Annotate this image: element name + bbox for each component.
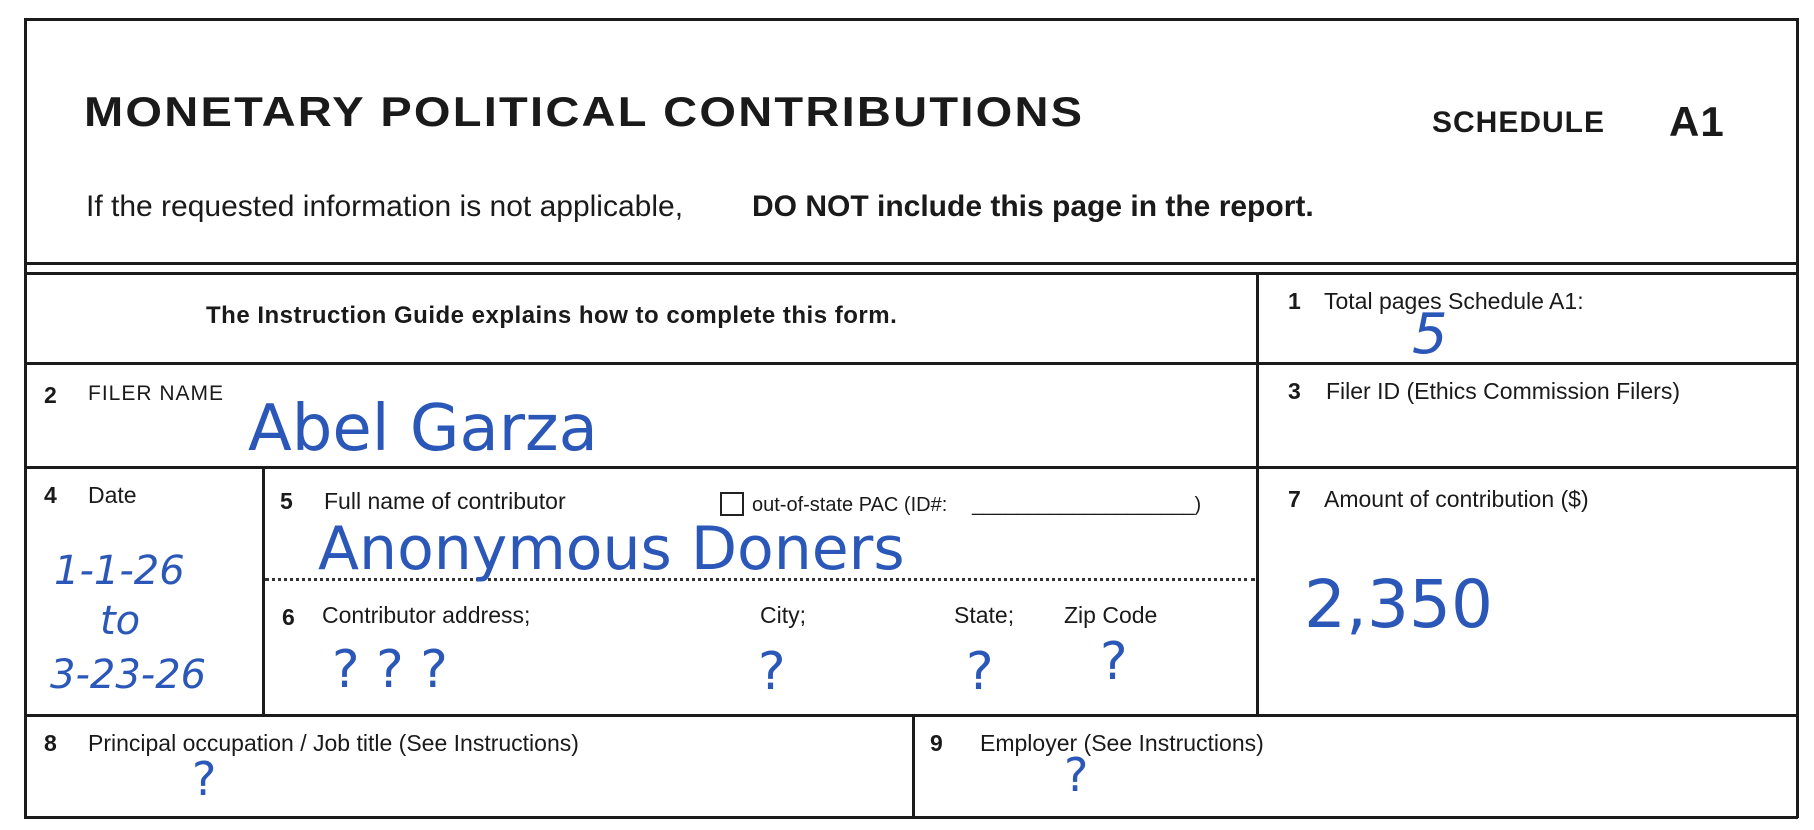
field-4-label: Date <box>88 482 137 508</box>
frame-right-line <box>1796 18 1799 818</box>
field-8-number: 8 <box>44 730 57 756</box>
field-2-label: FILER NAME <box>88 382 225 405</box>
contribution-row-bottom-line <box>24 714 1798 717</box>
employer-value[interactable]: ? <box>1064 748 1089 802</box>
contributor-address-label: Contributor address; <box>322 602 531 628</box>
date-to-word: to <box>100 598 141 644</box>
total-pages-value[interactable]: 5 <box>1412 302 1448 367</box>
contributor-name-value[interactable]: Anonymous Doners <box>318 514 905 584</box>
instruction-bold: DO NOT include this page in the report. <box>752 190 1314 223</box>
filer-row-bottom-line <box>24 466 1798 469</box>
field-3-number: 3 <box>1288 378 1301 404</box>
schedule-id: A1 <box>1669 98 1725 145</box>
field-6-number: 6 <box>282 604 295 630</box>
out-of-state-pac-checkbox[interactable] <box>720 492 744 516</box>
field-3-label: Filer ID (Ethics Commission Filers) <box>1326 378 1680 404</box>
form-title: MONETARY POLITICAL CONTRIBUTIONS <box>84 88 1085 135</box>
header-divider-line-2 <box>24 272 1798 275</box>
date-to-value[interactable]: 3-23-26 <box>50 652 207 698</box>
field-1-label: Total pages Schedule A1: <box>1324 288 1584 314</box>
city-label: City; <box>760 602 806 628</box>
contribution-amount-value[interactable]: 2,350 <box>1304 566 1493 643</box>
field-9-number: 9 <box>930 730 943 756</box>
instruction-plain: If the requested information is not applicable, <box>86 190 684 223</box>
zip-code-value[interactable]: ? <box>1100 632 1128 692</box>
frame-left-line <box>24 18 27 818</box>
field-9-label: Employer (See Instructions) <box>980 730 1264 756</box>
field-5-number: 5 <box>280 488 293 514</box>
state-label: State; <box>954 602 1015 628</box>
field-1-number: 1 <box>1288 288 1301 314</box>
occupation-row-bottom-line <box>24 816 1798 819</box>
field-8-label: Principal occupation / Job title (See Instructions) <box>88 730 579 756</box>
occupation-employer-divider <box>912 714 915 818</box>
guide-row-bottom-line <box>24 362 1798 365</box>
frame-top-line <box>24 18 1798 21</box>
date-column-divider <box>262 466 265 716</box>
field-5-label: Full name of contributor <box>324 488 566 514</box>
instruction-guide-note: The Instruction Guide explains how to complete this form. <box>206 302 898 329</box>
field-4-number: 4 <box>44 482 57 508</box>
state-value[interactable]: ? <box>966 642 994 702</box>
right-column-divider <box>1256 272 1259 716</box>
field-7-number: 7 <box>1288 486 1301 512</box>
city-value[interactable]: ? <box>758 642 786 702</box>
contributor-address-value[interactable]: ? ? ? <box>332 640 448 700</box>
field-7-label: Amount of contribution ($) <box>1324 486 1589 512</box>
field-2-number: 2 <box>44 382 57 408</box>
schedule-label: SCHEDULE <box>1432 106 1606 139</box>
out-of-state-pac-id-blank[interactable]: ____________________) <box>972 494 1202 516</box>
filer-name-value[interactable]: Abel Garza <box>248 392 598 466</box>
header-divider-line-1 <box>24 262 1798 265</box>
zip-code-label: Zip Code <box>1064 602 1158 628</box>
date-from-value[interactable]: 1-1-26 <box>54 548 185 594</box>
out-of-state-pac-label: out-of-state PAC (ID#: <box>752 494 948 516</box>
occupation-value[interactable]: ? <box>192 752 217 806</box>
